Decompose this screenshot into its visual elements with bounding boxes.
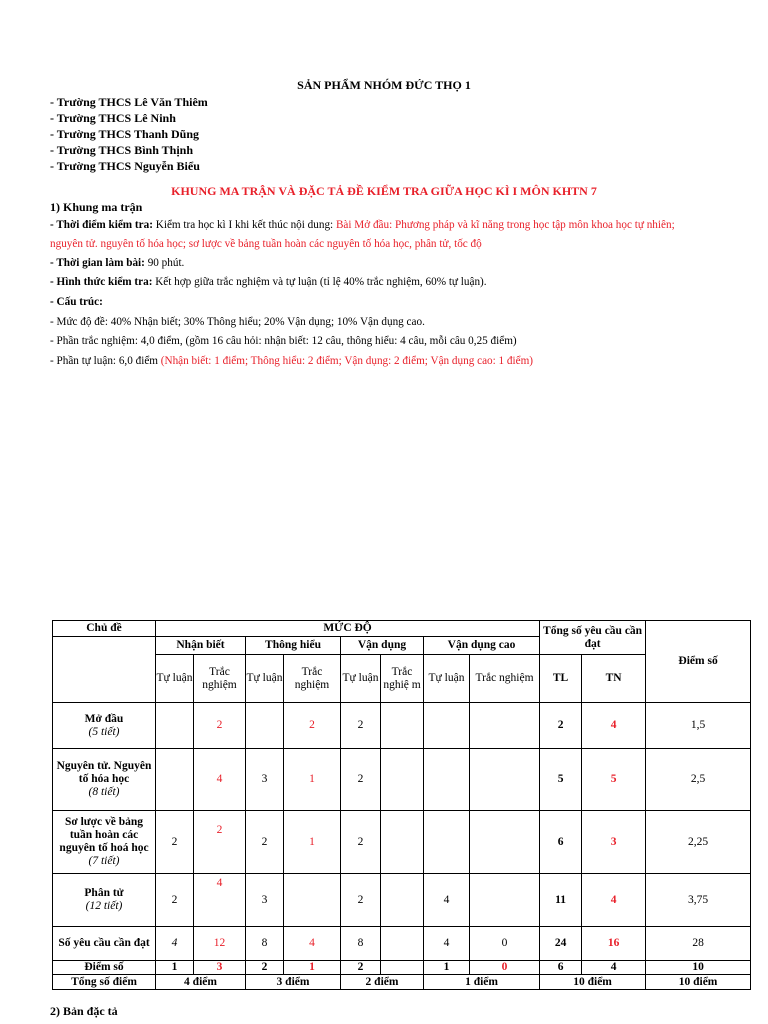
vdc-tl-cell: 4 — [424, 874, 470, 927]
topic-name: Phân tử — [84, 887, 124, 899]
matrix-table — [52, 620, 751, 990]
topic-cell — [53, 703, 156, 749]
essay-breakdown: (Nhận biết: 1 điểm; Thông hiểu: 2 điểm; Vận dụng: 2 điểm; Vận dụng cao: 1 điểm) — [160, 355, 534, 367]
total-tl-cell: 6 — [540, 811, 582, 874]
nb-tn-cell: 2 — [194, 703, 246, 749]
th-tl-cell: 3 — [246, 749, 284, 811]
exam-time-line — [50, 219, 675, 231]
nb-tn-cell: 12 — [194, 927, 246, 961]
exam-time-content-cont: nguyên tử. nguyên tố hóa học; sơ lược về bảng tuần hoàn các nguyên tố hóa học, phân tử, tốc độ — [50, 238, 482, 250]
topic-name: Sơ lược về bảng tuần hoàn các nguyên tố hoá học — [59, 816, 149, 854]
vdc-tl-cell — [424, 811, 470, 874]
vdc-tl-cell — [424, 749, 470, 811]
th-tn-cell — [284, 874, 341, 927]
score-cell: 28 — [646, 927, 751, 961]
school-item: - Trường THCS Nguyễn Biểu — [50, 159, 200, 173]
row-label: Tổng số điểm — [53, 975, 156, 990]
table-row — [53, 811, 751, 874]
document-title: SẢN PHẨM NHÓM ĐỨC THỌ 1 — [297, 78, 471, 92]
nb-total-cell: 4 điểm — [156, 975, 246, 990]
vd-tl-cell: 2 — [341, 874, 381, 927]
th-tn-cell: 1 — [284, 811, 341, 874]
topic-name: Nguyên tử. Nguyên tố hóa học — [56, 760, 152, 785]
header-tu-luan: Tự luận — [341, 655, 381, 703]
header-tl: TL — [540, 655, 582, 703]
total-tn-cell: 4 — [582, 703, 646, 749]
score-cell: 3,75 — [646, 874, 751, 927]
table-row — [53, 874, 751, 927]
total-score-row — [53, 975, 751, 990]
vdc-tn-cell: 0 — [470, 927, 540, 961]
header-van-dung: Vận dụng — [341, 637, 424, 655]
th-tl-cell — [246, 703, 284, 749]
total-tn-cell: 4 — [582, 961, 646, 975]
vd-tn-cell — [381, 961, 424, 975]
nb-tn-cell: 3 — [194, 961, 246, 975]
topic-cell — [53, 811, 156, 874]
essay-line — [50, 355, 533, 367]
school-item: - Trường THCS Lê Văn Thiêm — [50, 95, 208, 109]
total-tl-cell: 24 — [540, 927, 582, 961]
th-tl-cell: 8 — [246, 927, 284, 961]
vd-tl-cell: 8 — [341, 927, 381, 961]
requirements-row — [53, 927, 751, 961]
vd-total-cell: 2 điểm — [341, 975, 424, 990]
duration-line — [50, 257, 184, 269]
vdc-total-cell: 1 điểm — [424, 975, 540, 990]
total-tl-cell: 11 — [540, 874, 582, 927]
header-topic: Chủ đề — [53, 621, 156, 637]
vdc-tn-cell — [470, 703, 540, 749]
table-row — [53, 703, 751, 749]
header-van-dung-cao: Vận dụng cao — [424, 637, 540, 655]
header-topic-blank — [53, 637, 156, 703]
th-tl-cell: 2 — [246, 961, 284, 975]
vd-tl-cell: 2 — [341, 811, 381, 874]
th-tl-cell: 2 — [246, 811, 284, 874]
vd-tl-cell: 2 — [341, 703, 381, 749]
total-tl-cell: 6 — [540, 961, 582, 975]
nb-tn-cell: 4 — [194, 874, 246, 927]
total-tn-cell: 3 — [582, 811, 646, 874]
vd-tn-cell — [381, 811, 424, 874]
total-tn-cell: 5 — [582, 749, 646, 811]
score-cell: 2,25 — [646, 811, 751, 874]
topic-name: Mở đầu — [84, 712, 124, 725]
row-label: Điểm số — [53, 961, 156, 975]
header-trac-nghiem: Trắc nghiệm — [470, 655, 540, 703]
format-text: Kết hợp giữa trắc nghiệm và tự luận (tỉ lệ 40% trắc nghiệm, 60% tự luận). — [152, 276, 487, 288]
table-row — [53, 749, 751, 811]
vdc-tl-cell: 4 — [424, 927, 470, 961]
duration-label: - Thời gian làm bài: — [50, 257, 145, 269]
main-title: KHUNG MA TRẬN VÀ ĐẶC TẢ ĐỀ KIỂM TRA GIỮA HỌC KÌ I MÔN KHTN 7 — [171, 184, 597, 198]
vd-tn-cell — [381, 874, 424, 927]
row-label: Số yêu cầu cần đạt — [53, 927, 156, 961]
score-cell: 10 — [646, 961, 751, 975]
exam-time-content: Bài Mở đầu: Phương pháp và kĩ năng trong học tập môn khoa học tự nhiên; — [335, 219, 675, 231]
nb-tl-cell: 1 — [156, 961, 194, 975]
req-total-cell: 10 điểm — [540, 975, 646, 990]
header-thong-hieu: Thông hiểu — [246, 637, 341, 655]
levels-line: - Mức độ đề: 40% Nhận biết; 30% Thông hiểu; 20% Vận dụng; 10% Vận dụng cao. — [50, 316, 425, 328]
vdc-tn-cell: 0 — [470, 961, 540, 975]
topic-cell — [53, 749, 156, 811]
header-trac-nghiem: Trắc nghiệm — [284, 655, 341, 703]
exam-time-text: Kiểm tra học kì I khi kết thúc nội dung: — [152, 219, 336, 231]
vdc-tl-cell — [424, 703, 470, 749]
nb-tl-cell: 2 — [156, 811, 194, 874]
th-tl-cell: 3 — [246, 874, 284, 927]
vd-tn-cell — [381, 703, 424, 749]
topic-periods: (7 tiết) — [88, 855, 120, 867]
score-cell: 2,5 — [646, 749, 751, 811]
nb-tl-cell: 4 — [156, 927, 194, 961]
mcq-line: - Phần trắc nghiệm: 4,0 điểm, (gồm 16 câu hỏi: nhận biết: 12 câu, thông hiểu: 4 câu, mỗi câu 0,25 điểm) — [50, 335, 517, 347]
duration-text: 90 phút. — [144, 257, 185, 269]
nb-tl-cell — [156, 703, 194, 749]
th-tn-cell: 1 — [284, 749, 341, 811]
school-item: - Trường THCS Bình Thịnh — [50, 143, 194, 157]
nb-tl-cell — [156, 749, 194, 811]
header-trac-nghiem: Trắc nghiệm — [194, 655, 246, 703]
essay-text: - Phần tự luận: 6,0 điểm — [50, 355, 161, 367]
score-row — [53, 961, 751, 975]
header-tu-luan: Tự luận — [156, 655, 194, 703]
header-score: Điểm số — [646, 621, 751, 703]
header-tu-luan: Tự luận — [246, 655, 284, 703]
header-trac-nghiem: Trắc nghiệ m — [381, 655, 424, 703]
vd-tl-cell: 2 — [341, 749, 381, 811]
format-line — [50, 276, 487, 288]
topic-cell — [53, 874, 156, 927]
total-tn-cell: 16 — [582, 927, 646, 961]
vdc-tn-cell — [470, 874, 540, 927]
header-total-requirements: Tổng số yêu cầu cần đạt — [540, 621, 646, 655]
header-level: MỨC ĐỘ — [156, 621, 540, 637]
total-tn-cell: 4 — [582, 874, 646, 927]
topic-periods: (12 tiết) — [85, 900, 123, 912]
structure-label: - Cấu trúc: — [50, 296, 103, 308]
format-label: - Hình thức kiểm tra: — [50, 276, 153, 288]
topic-periods: (8 tiết) — [88, 786, 120, 798]
th-tn-cell: 1 — [284, 961, 341, 975]
exam-time-label: - Thời điểm kiểm tra: — [50, 219, 153, 231]
total-tl-cell: 5 — [540, 749, 582, 811]
header-nhan-biet: Nhận biết — [156, 637, 246, 655]
school-item: - Trường THCS Lê Ninh — [50, 111, 176, 125]
vdc-tn-cell — [470, 811, 540, 874]
header-tu-luan: Tự luận — [424, 655, 470, 703]
th-total-cell: 3 điểm — [246, 975, 341, 990]
header-tn: TN — [582, 655, 646, 703]
nb-tn-cell: 4 — [194, 749, 246, 811]
th-tn-cell: 2 — [284, 703, 341, 749]
vdc-tl-cell: 1 — [424, 961, 470, 975]
section-heading: 1) Khung ma trận — [50, 200, 143, 214]
score-total-cell: 10 điểm — [646, 975, 751, 990]
section-heading: 2) Bản đặc tả — [50, 1004, 118, 1018]
vd-tn-cell — [381, 749, 424, 811]
vdc-tn-cell — [470, 749, 540, 811]
topic-periods: (5 tiết) — [88, 725, 120, 738]
vd-tl-cell: 2 — [341, 961, 381, 975]
vd-tn-cell — [381, 927, 424, 961]
nb-tn-cell: 2 — [194, 811, 246, 874]
total-tl-cell: 2 — [540, 703, 582, 749]
score-cell: 1,5 — [646, 703, 751, 749]
nb-tl-cell: 2 — [156, 874, 194, 927]
school-item: - Trường THCS Thanh Dũng — [50, 127, 200, 141]
th-tn-cell: 4 — [284, 927, 341, 961]
